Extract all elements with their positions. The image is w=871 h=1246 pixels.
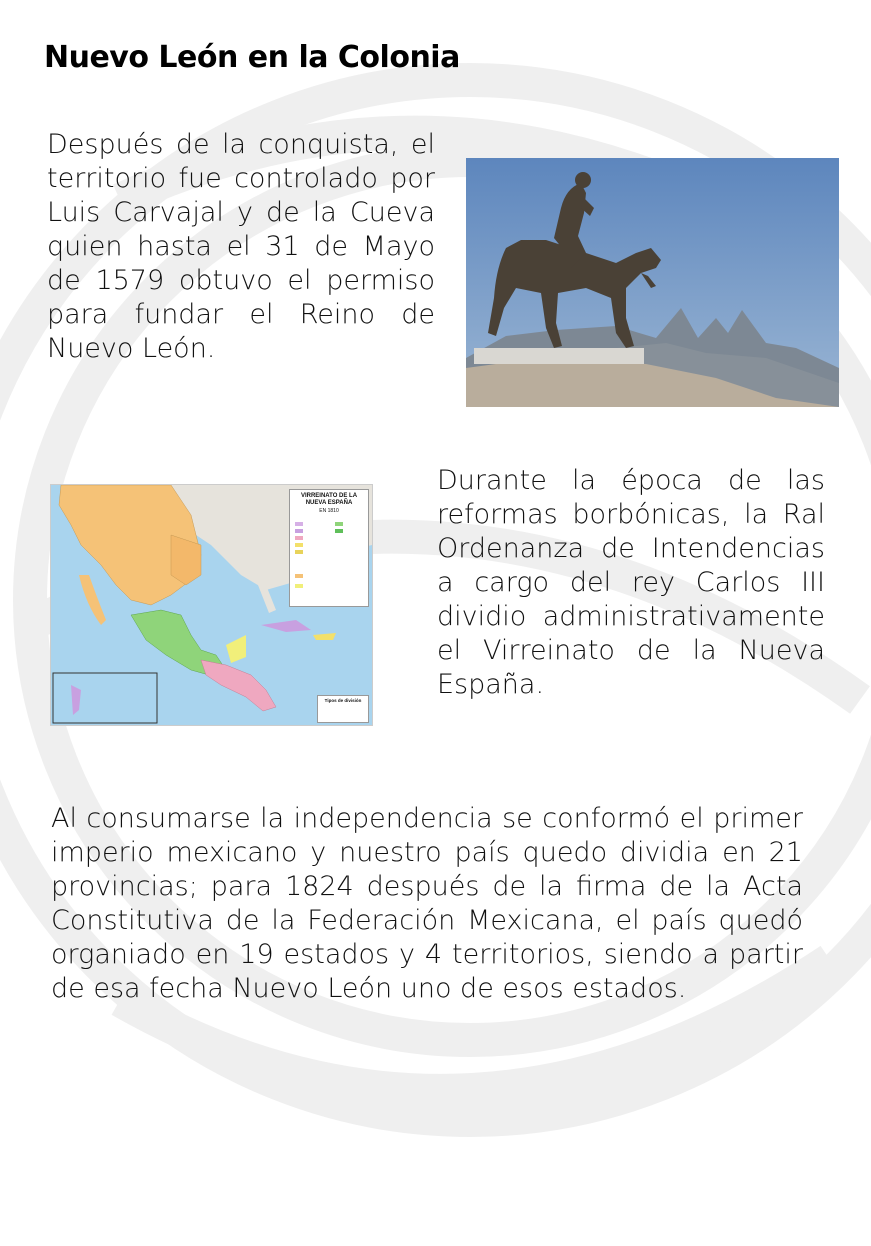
- paragraph-bourbon-reforms: Durante la época de las reformas borbónicas, la Ral Ordenanza de Intendencias a cargo del rey Carlos III dividio administrativamente el Virreinato de la Nueva España.: [437, 465, 825, 700]
- map-legend-box: [289, 489, 369, 607]
- map-division-legend: [317, 695, 369, 723]
- map-title-line2: NUEVA ESPAÑA: [305, 500, 353, 506]
- map-title-line1: VIRREINATO DE LA: [300, 493, 358, 499]
- paragraph-conquest: Después de la conquista, el territorio fue controlado por Luis Carvajal y de la Cueva quien hasta el 31 de Mayo de 1579 obtuvo el permiso para fundar el Reino de Nuevo León.: [47, 129, 435, 364]
- map-division-legend-title: Tipos de división: [324, 698, 362, 703]
- map-subtitle: EN 1810: [319, 508, 339, 514]
- equestrian-statue-photo: [466, 158, 839, 407]
- new-spain-map: [50, 484, 373, 726]
- map-legend-swatches: [291, 516, 369, 606]
- paragraph-independence: Al consumarse la independencia se conformó el primer imperio mexicano y nuestro país quedo dividia en 21 provincias; para 1824 después de la firma de la Acta Constitutiva de la Federación Mexicana, el país quedó organiado en 19 estados y 4 territorios, siendo a partir de esa fecha Nuevo León uno de esos estados.: [51, 803, 803, 1004]
- page-title: Nuevo León en la Colonia: [44, 40, 460, 75]
